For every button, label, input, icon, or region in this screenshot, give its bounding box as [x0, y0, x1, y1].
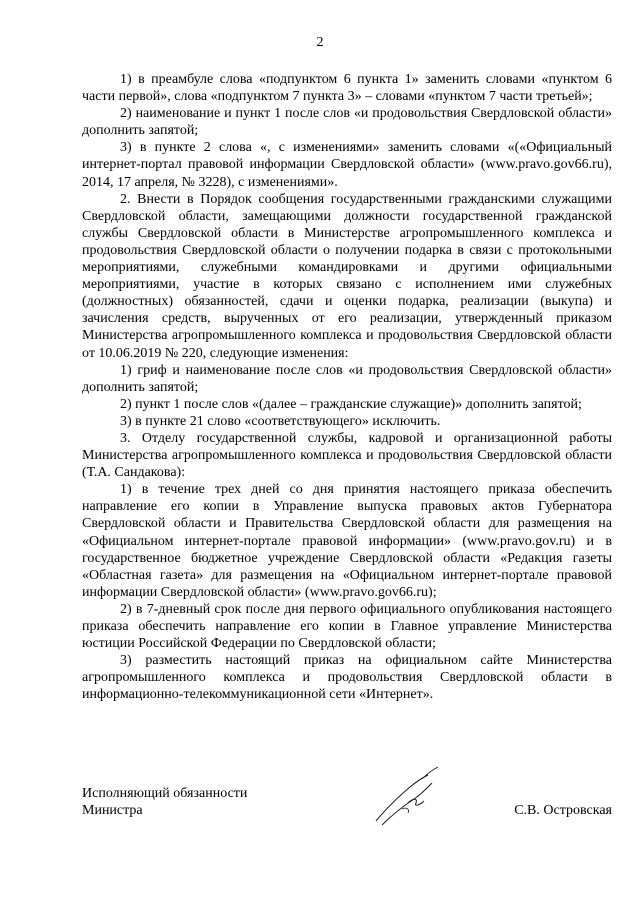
signatory-name: С.В. Островская	[514, 803, 612, 818]
paragraph-1-1: 1) в преамбуле слова «подпунктом 6 пункта 1» заменить словами «пунктом 6 части первой», слова «подпунктом 7 пункта 3» – словами «пунктом 7 части третьей»;	[82, 72, 612, 105]
paragraph-3-3: 3) разместить настоящий приказ на официальном сайте Министерства агропромышленного комплекса и продовольствия Свердловской области в информационно-телекоммуникационной сети «Интернет».	[82, 653, 612, 703]
page-number: 2	[316, 35, 324, 50]
paragraph-section-2: 2. Внести в Порядок сообщения государственными гражданскими служащими Свердловской области, замещающими должности государственной гражданской службы Свердловской области в Министерстве агропромышленного комплекса и продовольствия Свердловской области о получении подарка в связи с протокольными мероприятиями, служебными командировками и другими официальными мероприятиями, участие в которых связано с исполнением ими служебных (должностных) обязанностей, сдачи и оценки подарка, реализации (выкупа) и зачисления средств, вырученных от его реализации, утвержденный приказом Министерства агропромышленного комплекса и продовольствия Свердловской области от 10.06.2019 № 220, следующие изменения:	[82, 191, 612, 361]
paragraph-3-2: 2) в 7-дневный срок после дня первого официального опубликования настоящего приказа обеспечить направление его копии в Главное управление Министерства юстиции Российской Федерации по Свердловской области;	[82, 601, 612, 652]
signatory-title-line1: Исполняющий обязанности	[82, 786, 248, 801]
signatory-title-line2: Министра	[82, 803, 143, 818]
paragraph-2-2: 2) пункт 1 после слов «(далее – гражданские служащие)» дополнить запятой;	[120, 396, 582, 412]
paragraph-2-3: 3) в пункте 21 слово «соответствующего» исключить.	[120, 413, 441, 429]
handwritten-signature	[372, 763, 442, 833]
document-body	[82, 71, 612, 703]
paragraph-1-3: 3) в пункте 2 слова «, с изменениями» заменить словами «(«Официальный интернет-портал правовой информации Свердловской области» (www.pravo.gov66.ru), 2014, 17 апреля, № 3228), с изменениями».	[82, 140, 612, 190]
paragraph-2-1: 1) гриф и наименование после слов «и продовольствия Свердловской области» дополнить запятой;	[82, 362, 612, 395]
paragraph-1-2: 2) наименование и пункт 1 после слов «и продовольствия Свердловской области» дополнить запятой;	[82, 106, 612, 139]
paragraph-3-1: 1) в течение трех дней со дня принятия настоящего приказа обеспечить направление его копии в Управление выпуска правовых актов Губернатора Свердловской области и Правительства Свердловской области для размещения на «Официальном интернет-портале правовой информации» (www.pravo.gov.ru) и в государственное бюджетное учреждение Свердловской области «Редакция газеты «Областная газета» для размещения на «Официальном интернет-портале правовой информации Свердловской области» (www.pravo.gov66.ru);	[82, 482, 612, 600]
paragraph-section-3: 3. Отделу государственной службы, кадровой и организационной работы Министерства агропромышленного комплекса и продовольствия Свердловской области (Т.А. Сандакова):	[82, 430, 612, 481]
